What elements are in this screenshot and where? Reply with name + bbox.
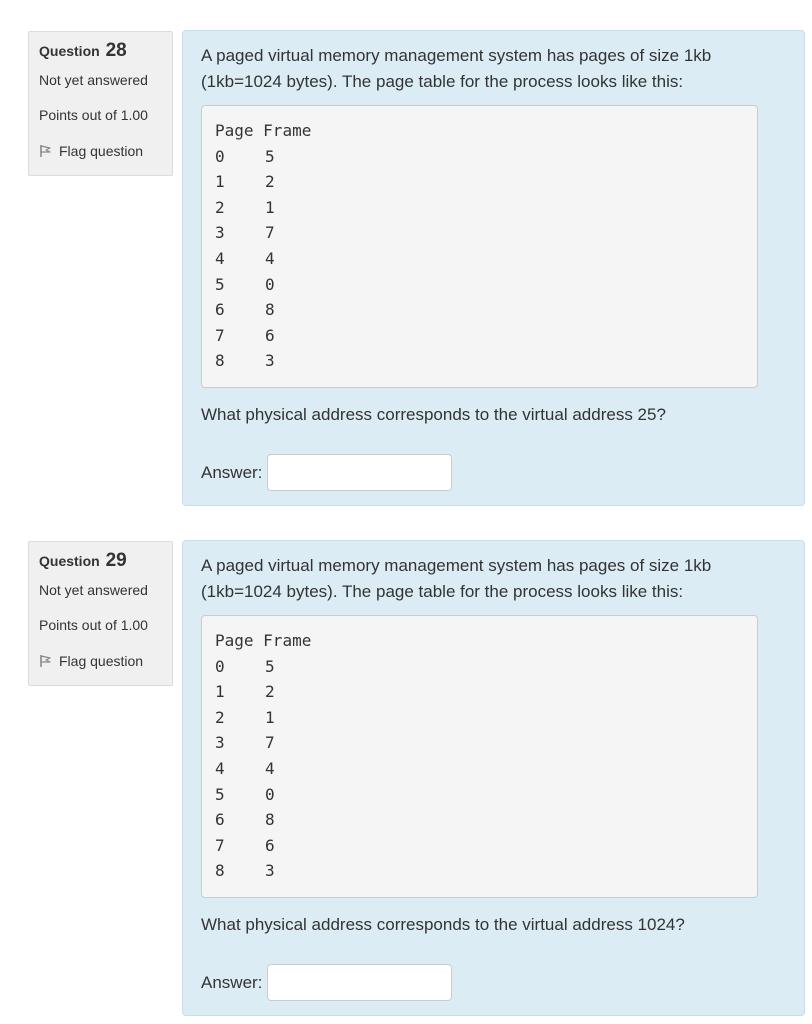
question-content	[182, 30, 805, 506]
page-table-row: 8 3	[215, 351, 275, 371]
page-table-row: 0 5	[215, 656, 275, 676]
page-table-row: 1 2	[215, 682, 275, 702]
page-table-row: 4 4	[215, 248, 275, 268]
page-table-row: 6 8	[215, 810, 275, 830]
question-number: Question 28	[39, 40, 127, 61]
flag-icon	[39, 654, 53, 668]
flag-question-link[interactable]: Flag question	[39, 652, 162, 670]
page-table-row: 4 4	[215, 758, 275, 778]
page-table	[201, 615, 758, 898]
question-info	[28, 31, 173, 176]
page-table-header: Page Frame	[215, 631, 312, 650]
question-text: A paged virtual memory management system has pages of size 1kb (1kb=1024 bytes). The page table for the process looks like this:	[201, 46, 712, 91]
page-table-row: 0 5	[215, 146, 275, 166]
question-info	[28, 541, 173, 686]
page-table-row: 3 7	[215, 733, 275, 753]
question-grade: Points out of 1.00	[39, 617, 148, 633]
page-table-row: 8 3	[215, 861, 275, 881]
answer-row	[201, 454, 786, 491]
question-text: A paged virtual memory management system has pages of size 1kb (1kb=1024 bytes). The page table for the process looks like this:	[201, 556, 712, 601]
question-grade: Points out of 1.00	[39, 107, 148, 123]
question-prompt: What physical address corresponds to the virtual address 1024?	[201, 915, 685, 934]
question-prompt: What physical address corresponds to the virtual address 25?	[201, 405, 666, 424]
question-state: Not yet answered	[39, 72, 148, 88]
answer-row	[201, 964, 786, 1001]
question-number: Question 29	[39, 550, 127, 571]
question-state: Not yet answered	[39, 582, 148, 598]
page-table-row: 3 7	[215, 223, 275, 243]
answer-label: Answer:	[201, 462, 263, 482]
answer-input[interactable]	[267, 454, 452, 491]
page-table-row: 2 1	[215, 707, 275, 727]
page-table-header: Page Frame	[215, 121, 312, 140]
page-table-row: 6 8	[215, 300, 275, 320]
answer-input[interactable]	[267, 964, 452, 1001]
page-table-row: 2 1	[215, 197, 275, 217]
answer-label: Answer:	[201, 972, 263, 992]
page-table-row: 5 0	[215, 784, 275, 804]
page-table-row: 5 0	[215, 274, 275, 294]
question-content	[182, 540, 805, 1016]
page-table	[201, 105, 758, 388]
flag-question-link[interactable]: Flag question	[39, 142, 162, 160]
page-table-row: 7 6	[215, 835, 275, 855]
flag-icon	[39, 144, 53, 158]
page-table-row: 7 6	[215, 325, 275, 345]
page-table-row: 1 2	[215, 172, 275, 192]
